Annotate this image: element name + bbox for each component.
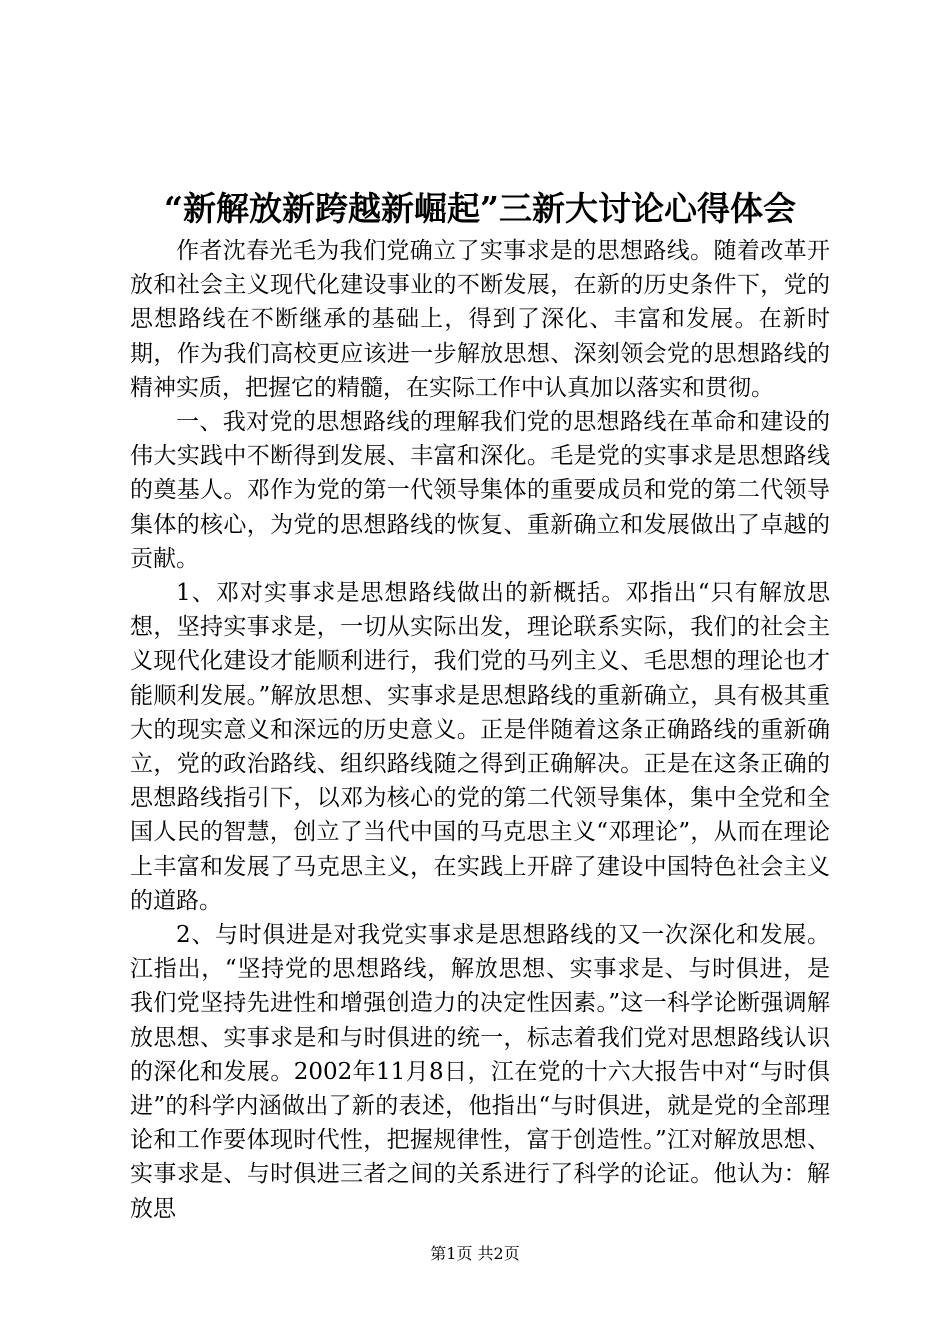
document-title: “新解放新跨越新崛起”三新大讨论心得体会 — [164, 189, 796, 228]
page-number-footer: 第1页 共2页 — [430, 1244, 520, 1263]
document-body — [130, 234, 830, 1226]
paragraph-point-one: 1、邓对实事求是思想路线做出的新概括。邓指出“只有解放思想，坚持实事求是，一切从实际出发，理论联系实际，我们的社会主义现代化建设才能顺利进行，我们党的马列主义、毛思想的理论也才能顺利发展。”解放思想、实事求是思想路线的重新确立，具有极其重大的现实意义和深远的历史意义。正是伴随着这条正确路线的重新确立，党的政治路线、组织路线随之得到正确解决。正是在这条正确的思想路线指引下，以邓为核心的党的第二代领导集体，集中全党和全国人民的智慧，创立了当代中国的马克思主义“邓理论”，从而在理论上丰富和发展了马克思主义，在实践上开辟了建设中国特色社会主义的道路。 — [130, 580, 830, 914]
paragraph-section-one: 一、我对党的思想路线的理解我们党的思想路线在革命和建设的伟大实践中不断得到发展、丰富和深化。毛是党的实事求是思想路线的奠基人。邓作为党的第一代领导集体的重要成员和党的第二代领导集体的核心，为党的思想路线的恢复、重新确立和发展做出了卓越的贡献。 — [130, 409, 830, 572]
paragraph-intro: 作者沈春光毛为我们党确立了实事求是的思想路线。随着改革开放和社会主义现代化建设事业的不断发展，在新的历史条件下，党的思想路线在不断继承的基础上，得到了深化、丰富和发展。在新时期，作为我们高校更应该进一步解放思想、深刻领会党的思想路线的精神实质，把握它的精髓，在实际工作中认真加以落实和贯彻。 — [130, 238, 830, 401]
paragraph-point-two: 2、与时俱进是对我党实事求是思想路线的又一次深化和发展。江指出，“坚持党的思想路线，解放思想、实事求是、与时俱进，是我们党坚持先进性和增强创造力的决定性因素。”这一科学论断强调解放思想、实事求是和与时俱进的统一，标志着我们党对思想路线认识的深化和发展。2002年11月8日，江在党的十六大报告中对“与时俱进”的科学内涵做出了新的表述，他指出“与时俱进，就是党的全部理论和工作要体现时代性，把握规律性，富于创造性。”江对解放思想、实事求是、与时俱进三者之间的关系进行了科学的论证。他认为：解放思 — [130, 922, 830, 1222]
